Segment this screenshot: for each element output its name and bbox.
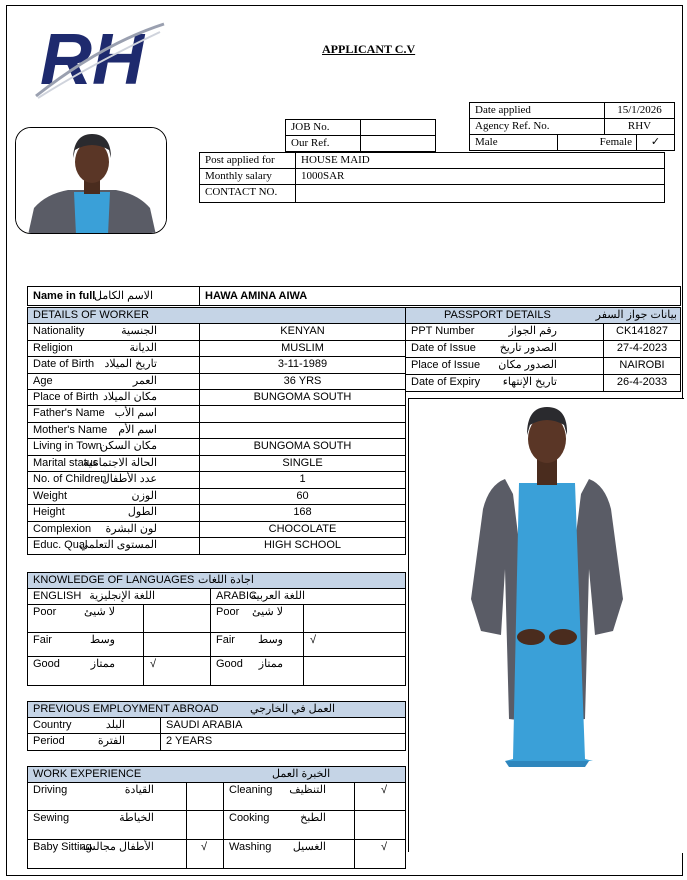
detail-value: CHOCOLATE (199, 521, 406, 538)
experience-right-ar: الطبخ (300, 812, 326, 824)
employment-heading-cell (27, 701, 406, 718)
page-border-bottom (6, 875, 683, 876)
detail-label-cell (27, 438, 200, 456)
english-level-mark (143, 604, 211, 633)
contact-value (295, 184, 665, 203)
detail-label: Place of Birth (33, 391, 99, 403)
detail-label-ar: الحالة الاجتماعية (82, 457, 157, 469)
detail-value (199, 422, 406, 439)
contact-label: CONTACT NO. (199, 184, 296, 203)
passport-label: Date of Issue (411, 342, 476, 354)
passport-value: CK141827 (603, 323, 681, 341)
detail-label: Religion (33, 342, 73, 354)
detail-label: Educ. Qual. (33, 539, 91, 551)
passport-label: Place of Issue (411, 359, 481, 371)
detail-label: Complexion (33, 523, 92, 535)
arabic-level-label: Good (216, 658, 243, 670)
detail-label-cell (27, 521, 200, 538)
experience-right-cell (223, 782, 355, 811)
detail-value: KENYAN (199, 323, 406, 341)
passport-label-ar: الصدور تاريخ (499, 342, 557, 354)
experience-left-cell (27, 810, 187, 840)
male-label: Male (469, 134, 558, 151)
passport-label-ar: الصدور مكان (498, 359, 557, 371)
detail-label-cell (27, 323, 200, 341)
detail-label-cell (27, 455, 200, 472)
detail-label-ar: المستوى التعلمي (79, 539, 157, 551)
experience-right-label: Cooking (229, 812, 270, 824)
experience-left-label: Driving (33, 784, 68, 796)
applicant-photo-full (408, 398, 684, 852)
passport-value: 27-4-2023 (603, 340, 681, 358)
agency-ref-value: RHV (604, 118, 675, 135)
languages-heading-cell (27, 572, 406, 589)
page-border-top (6, 5, 683, 6)
english-level-ar: ممتاز (90, 658, 115, 670)
detail-label-ar: الجنسية (121, 325, 157, 337)
passport-heading: PASSPORT DETAILS (444, 309, 551, 321)
passport-label: Date of Expiry (411, 376, 481, 388)
experience-left-mark (186, 810, 224, 840)
period-label: Period (33, 735, 65, 747)
detail-label-cell (27, 340, 200, 357)
date-applied-value: 15/1/2026 (604, 102, 675, 119)
detail-label-cell (27, 471, 200, 489)
our-ref-label: Our Ref. (285, 135, 361, 152)
detail-label-ar: تاريخ الميلاد (104, 358, 157, 370)
english-level-ar: لا شيئ (83, 606, 115, 618)
date-applied-label: Date applied (469, 102, 605, 119)
detail-value: BUNGOMA SOUTH (199, 438, 406, 456)
experience-left-cell (27, 782, 187, 811)
passport-value: NAIROBI (603, 357, 681, 375)
experience-left-mark (186, 782, 224, 811)
passport-label: PPT Number (411, 325, 475, 337)
arabic-level-mark: √ (303, 632, 406, 657)
experience-right-mark (354, 810, 406, 840)
name-label-cell (27, 286, 200, 306)
page-title: APPLICANT C.V (322, 42, 416, 56)
detail-label-ar: الوزن (131, 490, 157, 502)
english-level-cell (27, 632, 144, 657)
english-level-label: Poor (33, 606, 57, 618)
english-level-label: Good (33, 658, 60, 670)
name-label-ar: الاسم الكامل (94, 290, 153, 302)
detail-label-ar: لون البشرة (105, 523, 157, 535)
detail-label-cell (27, 504, 200, 522)
country-label: Country (33, 719, 72, 731)
english-header-cell (27, 588, 211, 605)
english-level-mark: √ (143, 656, 211, 686)
passport-label-ar: تاريخ الإنتهاء (502, 376, 557, 388)
detail-label: Father's Name (33, 407, 105, 419)
detail-value: 3-11-1989 (199, 356, 406, 374)
detail-label-cell (27, 373, 200, 390)
experience-right-ar: التنظيف (289, 784, 326, 796)
arabic-level-mark (303, 656, 406, 686)
detail-label: Mother's Name (33, 424, 108, 436)
post-value: HOUSE MAID (295, 152, 665, 169)
detail-value: 60 (199, 488, 406, 505)
salary-label: Monthly salary (199, 168, 296, 185)
experience-right-ar: الغسيل (292, 841, 326, 853)
detail-value: HIGH SCHOOL (199, 537, 406, 555)
english-level-mark (143, 632, 211, 657)
experience-right-mark: √ (354, 839, 406, 869)
english-label: ENGLISH (33, 590, 82, 602)
our-ref-value (360, 135, 436, 152)
detail-label-cell (27, 405, 200, 423)
detail-label-ar: اسم الأم (118, 424, 157, 436)
detail-label-cell (27, 422, 200, 439)
detail-label: Marital status (33, 457, 99, 469)
female-label: Female (557, 134, 637, 151)
experience-right-label: Cleaning (229, 784, 273, 796)
post-label: Post applied for (199, 152, 296, 169)
period-label-cell (27, 733, 161, 751)
employment-heading: PREVIOUS EMPLOYMENT ABROAD (33, 703, 219, 715)
arabic-level-cell (210, 604, 304, 633)
page-border-left (6, 6, 7, 876)
experience-left-label: Sewing (33, 812, 70, 824)
passport-heading-ar: بيانات جواز السفر (595, 309, 677, 321)
detail-value (199, 405, 406, 423)
detail-value: 36 YRS (199, 373, 406, 390)
detail-label: Nationality (33, 325, 85, 337)
arabic-level-ar: وسط (258, 634, 283, 646)
experience-right-label: Washing (229, 841, 272, 853)
arabic-level-ar: لا شيئ (251, 606, 283, 618)
detail-label-cell (27, 356, 200, 374)
languages-heading-ar: اجادة اللغات (198, 574, 254, 586)
arabic-level-label: Poor (216, 606, 240, 618)
detail-label-cell (27, 488, 200, 505)
job-no-value (360, 119, 436, 136)
detail-label: Height (33, 506, 65, 518)
detail-label-ar: مكان الميلاد (102, 391, 157, 403)
company-logo (32, 14, 167, 104)
salary-value: 1000SAR (295, 168, 665, 185)
detail-value: 168 (199, 504, 406, 522)
detail-label-ar: اسم الأب (114, 407, 157, 419)
applicant-photo-small (15, 127, 167, 234)
experience-heading: WORK EXPERIENCE (33, 768, 142, 780)
experience-left-cell (27, 839, 187, 869)
passport-heading-cell (405, 307, 681, 324)
detail-label-ar: عدد الأطفال (101, 473, 157, 485)
detail-label: Age (33, 375, 53, 387)
experience-right-cell (223, 810, 355, 840)
arabic-level-label: Fair (216, 634, 235, 646)
arabic-level-ar: ممتاز (258, 658, 283, 670)
experience-right-mark: √ (354, 782, 406, 811)
passport-label-cell (405, 357, 604, 375)
arabic-level-cell (210, 656, 304, 686)
detail-value: 1 (199, 471, 406, 489)
experience-heading-cell (27, 766, 406, 783)
english-label-ar: اللغة الإنجليزية (89, 590, 155, 602)
detail-value: MUSLIM (199, 340, 406, 357)
detail-label-cell (27, 389, 200, 406)
country-value: SAUDI ARABIA (160, 717, 406, 734)
period-value: 2 YEARS (160, 733, 406, 751)
experience-right-cell (223, 839, 355, 869)
name-label: Name in full (33, 290, 96, 302)
country-label-ar: البلد (105, 719, 125, 731)
detail-label: Date of Birth (33, 358, 95, 370)
experience-left-ar: الأطفال مجالسة (80, 841, 154, 853)
detail-label-ar: الطول (127, 506, 157, 518)
country-label-cell (27, 717, 161, 734)
passport-label-cell (405, 340, 604, 358)
experience-left-mark: √ (186, 839, 224, 869)
languages-heading: KNOWLEDGE OF LANGUAGES (33, 574, 195, 586)
name-value: HAWA AMINA AIWA (199, 286, 681, 306)
period-label-ar: الفترة (97, 735, 125, 747)
job-no-label: JOB No. (285, 119, 361, 136)
arabic-label: ARABIC (216, 590, 257, 602)
experience-heading-ar: الخبرة العمل (272, 768, 331, 780)
agency-ref-label: Agency Ref. No. (469, 118, 605, 135)
arabic-level-mark (303, 604, 406, 633)
detail-label-ar: العمر (132, 375, 157, 387)
arabic-label-ar: اللغة العربية (250, 590, 305, 602)
detail-label: Living in Town (33, 440, 102, 452)
experience-left-ar: الخياطة (119, 812, 154, 824)
passport-label-ar: رقم الجواز (508, 325, 557, 337)
female-checkmark: ✓ (636, 134, 675, 151)
employment-heading-ar: العمل في الخارجي (250, 703, 336, 715)
passport-label-cell (405, 374, 604, 392)
arabic-header-cell (210, 588, 406, 605)
detail-label: No. of Children (33, 473, 107, 485)
details-heading: DETAILS OF WORKER (27, 307, 406, 324)
english-level-ar: وسط (90, 634, 115, 646)
experience-left-label: Baby Sitting (33, 841, 92, 853)
detail-value: BUNGOMA SOUTH (199, 389, 406, 406)
english-level-label: Fair (33, 634, 52, 646)
detail-label-ar: مكان السكن (99, 440, 157, 452)
passport-label-cell (405, 323, 604, 341)
detail-label-ar: الديانة (129, 342, 157, 354)
detail-label: Weight (33, 490, 68, 502)
arabic-level-cell (210, 632, 304, 657)
experience-left-ar: القيادة (124, 784, 154, 796)
english-level-cell (27, 604, 144, 633)
detail-value: SINGLE (199, 455, 406, 472)
svg-text:RH: RH (40, 20, 144, 100)
detail-label-cell (27, 537, 200, 555)
passport-value: 26-4-2033 (603, 374, 681, 392)
english-level-cell (27, 656, 144, 686)
